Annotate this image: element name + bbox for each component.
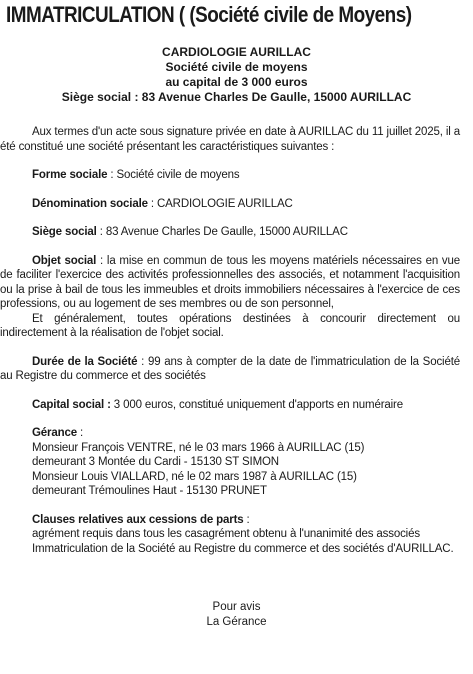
gerance-line: demeurant Trémoulines Haut - 15130 PRUNET [32,485,267,497]
duree-value: : 99 ans à compter de la date de l'immatriculation de la Société au Registre du commerce et des sociétés [0,355,460,382]
siege-label: Siège social [32,226,97,238]
duree-paragraph [0,355,460,384]
gerance-label: Gérance [32,427,77,439]
intro-paragraph: Aux termes d'un acte sous signature privée en date à AURILLAC du 11 juillet 2025, il a été constitué une société présentant les caractéristiques suivantes : [0,126,460,153]
siege-value: : 83 Avenue Charles De Gaulle, 15000 AURILLAC [96,226,348,238]
company-form: Société civile de moyens [165,60,308,74]
forme-sociale-label: Forme sociale [32,169,108,181]
notice-title: IMMATRICULATION ( (Société civile de Moyens) [6,2,412,27]
gerance-colon: : [76,427,84,439]
company-name: CARDIOLOGIE AURILLAC [162,45,311,59]
gerance-line: Monsieur Louis VIALLARD, né le 02 mars 1987 à AURILLAC (15) [32,470,357,483]
capital-line [0,398,460,413]
capital-label: Capital social : [32,398,111,411]
siege-line [0,225,460,240]
denomination-label: Dénomination sociale [32,197,148,210]
clauses-label: Clauses relatives aux cessions de parts [32,513,244,526]
signature-pour-avis: Pour avis [212,601,261,613]
denomination-line [0,197,460,212]
capital-value: 3 000 euros, constitué uniquement d'apports en numéraire [110,398,403,411]
forme-sociale-line [0,168,460,183]
clauses-heading [0,513,460,528]
company-capital: au capital de 3 000 euros [165,75,308,89]
objet-extra-paragraph: Et généralement, toutes opérations destinées à concourir directement ou indirectement à la réalisation de l'objet social. [0,312,460,339]
gerance-line: Monsieur François VENTRE, né le 03 mars 1966 à AURILLAC (15) [32,441,365,454]
company-header [0,45,473,105]
objet-paragraph [0,254,460,312]
company-seat: Siège social : 83 Avenue Charles De Gaulle, 15000 AURILLAC [61,90,412,104]
clauses-registration: Immatriculation de la Société au Registre du commerce et des sociétés d'AURILLAC. [32,542,454,555]
forme-sociale-value: : Société civile de moyens [107,169,240,181]
clauses-colon: : [243,513,250,526]
signature-gerance: La Gérance [206,616,267,628]
gerance-heading [0,426,460,441]
objet-value: : la mise en commun de tous les moyens matériels nécessaires en vue de faciliter l'exercice des activités professionnelles des associés, et notamment l'acquisition ou la prise à bail de tous les immeubles et droits immobiliers nécessaires à l'exercice de ces professions, ou au logement de ses membres ou de son personnel, [0,254,460,310]
duree-label: Durée de la Société [32,355,138,368]
clauses-line: agrément requis dans tous les casagrément obtenu à l'unanimité des associés [32,528,420,540]
notice-body [0,125,460,556]
gerance-line: demeurant 3 Montée du Cardi - 15130 ST SIMON [32,456,279,468]
denomination-value: : CARDIOLOGIE AURILLAC [147,197,293,210]
signature-block [0,600,473,630]
objet-label: Objet social [32,254,97,267]
